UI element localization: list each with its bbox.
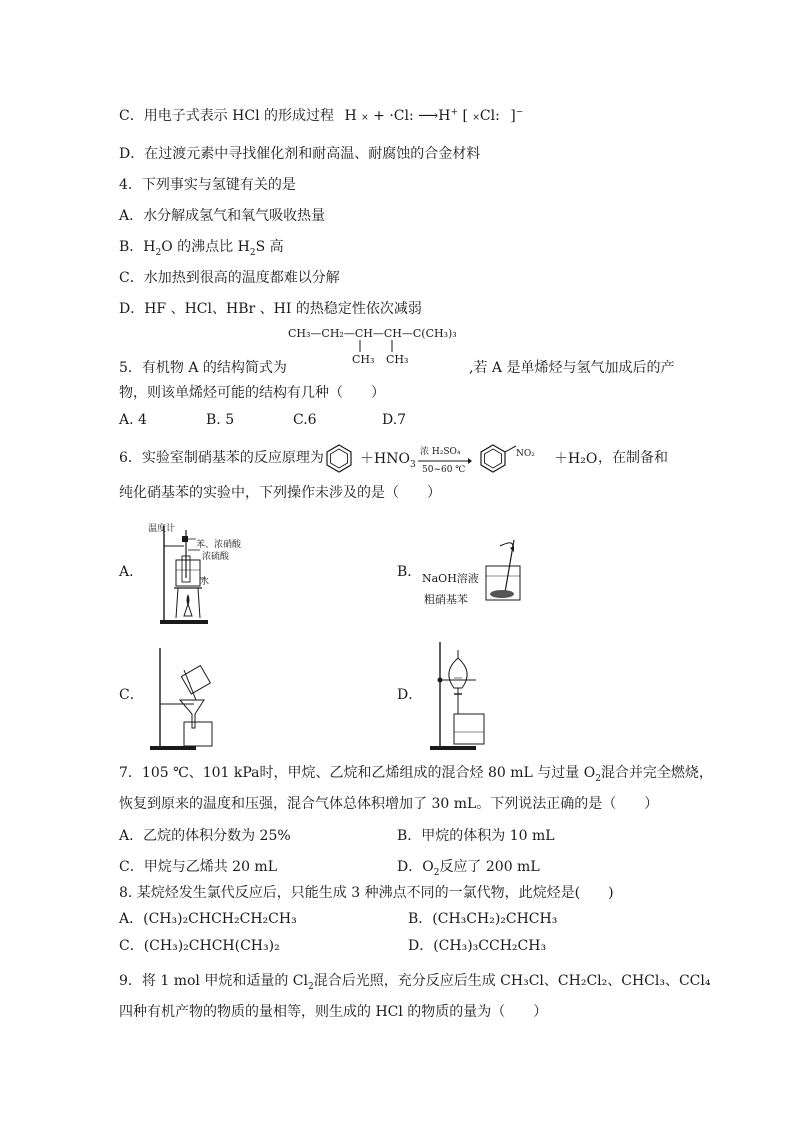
q6-plus-hno3 (360, 450, 416, 468)
q8-option-d: D．(CH₃)₃CCH₂CH₃ (408, 938, 547, 954)
q6-stem-post: ，在制备和 (598, 450, 668, 466)
cl-symbol: Cl (393, 108, 409, 124)
q5-stem-line2: 物，则该单烯烃可能的结构有几种（ ） (119, 385, 385, 401)
q5-formula-main: CH₃—CH₂—CH—CH—C(CH₃)₃ (288, 327, 457, 340)
q7-line1-pre: 7．105 ℃、101 kPa时，甲烷、乙烷和乙烯组成的混合烃 80 mL 与过量 O (119, 765, 596, 781)
colon-dots-2: : (495, 108, 500, 124)
bracket-open: [ (462, 108, 468, 124)
figb-label-crude: 粗硝基苯 (424, 593, 468, 606)
q6-option-d-label: D． (397, 687, 423, 703)
q8-option-c: C．(CH₃)₂CHCH(CH₃)₂ (119, 938, 280, 954)
q4-option-a: A．水分解成氢气和氧气吸收热量 (119, 208, 326, 224)
q5-stem-pre: 5．有机物 A 的结构简式为 (119, 360, 287, 376)
h-ion: H (438, 108, 451, 124)
q3-option-c (119, 107, 523, 127)
q7-line1 (119, 764, 713, 782)
q7-option-d (397, 858, 540, 876)
figa-label-thermometer: 温度计 (148, 524, 176, 534)
figb-label-naoh: NaOH溶液 (422, 572, 479, 585)
q4-option-c: C．水加热到很高的温度都难以分解 (119, 270, 340, 286)
q5-formula-sub1: CH₃ (352, 353, 375, 366)
cross-dot: × (361, 113, 369, 123)
q7d-pre: D．O (397, 859, 434, 875)
q9-line2: 四种有机产物的物质的量相等，则生成的 HCl 的物质的量为（ ） (119, 1004, 548, 1020)
q3-option-d: D．在过渡元素中寻找催化剂和耐高温、耐腐蚀的合金材料 (119, 146, 481, 162)
q5-option-c: C.6 (293, 412, 317, 428)
figa-label-acid: 浓硫酸 (202, 552, 230, 562)
q8-option-b: B．(CH₃CH₂)₂CHCH₃ (408, 911, 558, 927)
q7d-post: 反应了 200 mL (439, 859, 540, 875)
q7-line1-post: 混合并完全燃烧， (600, 765, 713, 781)
figure-c-filtration (150, 648, 230, 752)
q4-option-d: D．HF 、HCl、HBr 、HI 的热稳定性依次减弱 (119, 301, 422, 317)
q4b-mid: O 的沸点比 H (161, 239, 250, 255)
figa-label-benzene: 苯、浓硝酸 (196, 540, 242, 550)
figure-a-waterbath-apparatus (160, 526, 230, 626)
q7-line2: 恢复到原来的温度和压强，混合气体总体积增加了 30 mL。下列说法正确的是（ ） (119, 796, 659, 812)
q4-stem: 4．下列事实与氢键有关的是 (119, 177, 296, 193)
cross-dot-2: × (472, 113, 480, 123)
q4b-sub2: 2 (249, 247, 256, 258)
q9-line1 (119, 972, 710, 990)
q7-line1-sub: 2 (595, 773, 601, 784)
q9-line1-sub: 2 (308, 981, 314, 992)
q6-option-a-label: A． (119, 564, 144, 580)
q6-stem-line2: 纯化硝基苯的实验中，下列操作未涉及的是（ ） (119, 485, 441, 501)
q6-stem-pre: 6．实验室制硝基苯的反应原理为 (119, 450, 324, 466)
plus-sign: + (373, 108, 385, 124)
q7-option-b: B．甲烷的体积为 10 mL (397, 828, 555, 844)
dot: · (389, 108, 394, 124)
q4-option-b (119, 238, 284, 256)
q7-option-a: A．乙烷的体积分数为 25% (119, 828, 291, 844)
sup-minus: − (515, 107, 524, 118)
h-symbol: H (344, 108, 357, 124)
figure-b-stirring-beaker (480, 536, 530, 606)
q6-option-b-label: B． (397, 564, 422, 580)
q9-line1-post: 混合后光照，充分反应后生成 CH₃Cl、CH₂Cl₂、CHCl₃、CCl₄ (313, 973, 711, 989)
q6-plus-h2o: ＋H₂O (554, 451, 598, 467)
cl-symbol-2: Cl (479, 108, 496, 124)
q6-option-c-label: C． (119, 687, 144, 703)
q8-stem: 8. 某烷烃发生氯代反应后，只能生成 3 种沸点不同的一氯代物，此烷烃是( ) (119, 885, 614, 901)
q3-option-c-text: C．用电子式表示 HCl 的形成过程 (119, 108, 335, 124)
sup-plus: + (450, 107, 458, 118)
q4b-pre: B．H (119, 239, 156, 255)
q6-cond-bottom: 50~60 ℃ (422, 465, 466, 475)
figa-label-water: 水 (200, 577, 210, 587)
q5-stem-post: ,若 A 是单烯烃与氢气加成后的产 (469, 360, 675, 376)
q6-no2: NO₂ (516, 449, 535, 459)
q8-option-a: A．(CH₃)₂CHCH₂CH₂CH₃ (119, 911, 297, 927)
arrow-icon: ⟶ (418, 108, 439, 124)
figure-d-separatory-funnel (428, 642, 498, 750)
q4b-sub1: 2 (155, 247, 162, 258)
q7d-sub: 2 (433, 867, 440, 878)
q5-option-b: B. 5 (206, 412, 235, 428)
q5-formula-sub2: CH₃ (386, 353, 409, 366)
hno3-sub: 3 (409, 459, 416, 470)
colon-dots: : (408, 108, 414, 124)
benzene-icon (324, 443, 354, 473)
q4b-post: S 高 (255, 239, 284, 255)
q9-line1-pre: 9．将 1 mol 甲烷和适量的 Cl (119, 973, 308, 989)
q5-option-a: A. 4 (119, 412, 147, 428)
q7-option-c: C．甲烷与乙烯共 20 mL (119, 859, 277, 875)
q5-option-d: D.7 (382, 412, 407, 428)
q6-cond-top: 浓 H₂SO₄ (420, 447, 461, 457)
hno3-text: ＋HNO (360, 451, 410, 467)
bracket-close: ] (510, 108, 516, 124)
electron-formula (344, 108, 523, 124)
